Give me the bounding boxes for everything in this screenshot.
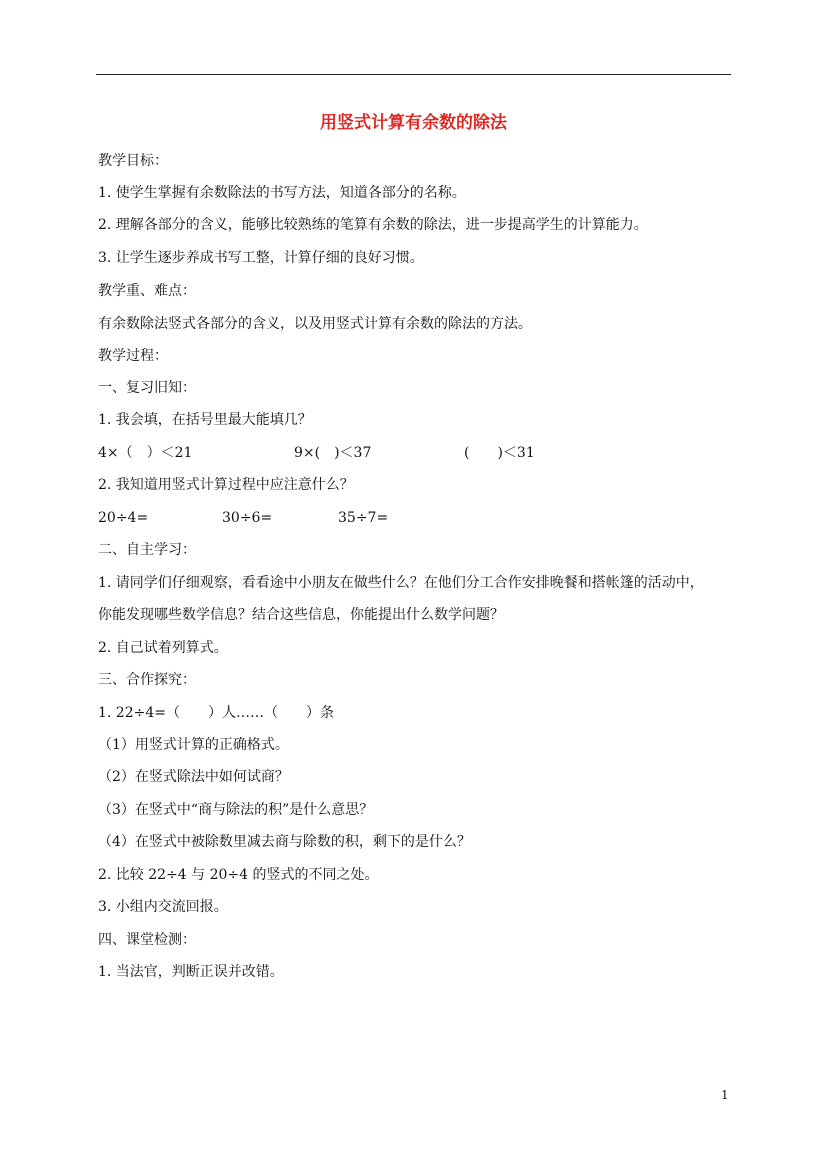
header-rule — [96, 74, 731, 75]
calc-2: 30÷6= — [222, 510, 273, 526]
review-heading: 一、复习旧知： — [98, 380, 196, 396]
page-number: 1 — [721, 1088, 729, 1102]
fill-blank-3: ( )＜31 — [464, 445, 535, 461]
objective-item-1: 1. 使学生掌握有余数除法的书写方法，知道各部分的名称。 — [98, 185, 466, 201]
cooperation-sub-1: （1）用竖式计算的正确格式。 — [98, 737, 289, 753]
cooperation-sub-2: （2）在竖式除法中如何试商？ — [98, 769, 289, 785]
key-points-heading: 教学重、难点： — [98, 283, 196, 299]
calc-3: 35÷7= — [338, 510, 389, 526]
cooperation-heading: 三、合作探究： — [98, 672, 196, 688]
key-points-text: 有余数除法竖式各部分的含义，以及用竖式计算有余数的除法的方法。 — [98, 316, 532, 332]
calc-1: 20÷4= — [98, 510, 149, 526]
objective-item-3: 3. 让学生逐步养成书写工整，计算仔细的良好习惯。 — [98, 250, 424, 266]
review-question-2: 2. 我知道用竖式计算过程中应注意什么？ — [98, 477, 354, 493]
self-study-question-1-line-1: 1. 请同学们仔细观察，看看途中小朋友在做些什么？在他们分工合作安排晚餐和搭帐篷的活动中， — [98, 575, 704, 591]
objectives-heading: 教学目标： — [98, 153, 168, 169]
check-question-1: 1. 当法官，判断正误并改错。 — [98, 964, 284, 980]
review-question-1: 1. 我会填，在括号里最大能填几？ — [98, 412, 312, 428]
cooperation-sub-3: （3）在竖式中“商与除法的积”是什么意思？ — [98, 802, 374, 818]
check-heading: 四、课堂检测： — [98, 932, 196, 948]
objective-item-2: 2. 理解各部分的含义，能够比较熟练的笔算有余数的除法，进一步提高学生的计算能力。 — [98, 217, 648, 233]
self-study-question-2: 2. 自己试着列算式。 — [98, 640, 228, 656]
cooperation-question-1: 1. 22÷4=（ ）人……（ ）条 — [98, 705, 334, 721]
fill-blank-1: 4×（ ）＜21 — [98, 445, 193, 461]
self-study-heading: 二、自主学习： — [98, 542, 196, 558]
cooperation-question-2: 2. 比较 22÷4 与 20÷4 的竖式的不同之处。 — [98, 867, 379, 883]
process-heading: 教学过程： — [98, 348, 168, 364]
cooperation-sub-4: （4）在竖式中被除数里减去商与除数的积，剩下的是什么？ — [98, 834, 471, 850]
fill-blank-row — [98, 443, 738, 463]
cooperation-question-3: 3. 小组内交流回报。 — [98, 899, 228, 915]
calc-row — [98, 508, 738, 528]
self-study-question-1-line-2: 你能发现哪些数学信息？结合这些信息，你能提出什么数学问题？ — [98, 607, 504, 623]
document-title: 用竖式计算有余数的除法 — [320, 113, 507, 133]
fill-blank-2: 9×( )＜37 — [294, 445, 372, 461]
